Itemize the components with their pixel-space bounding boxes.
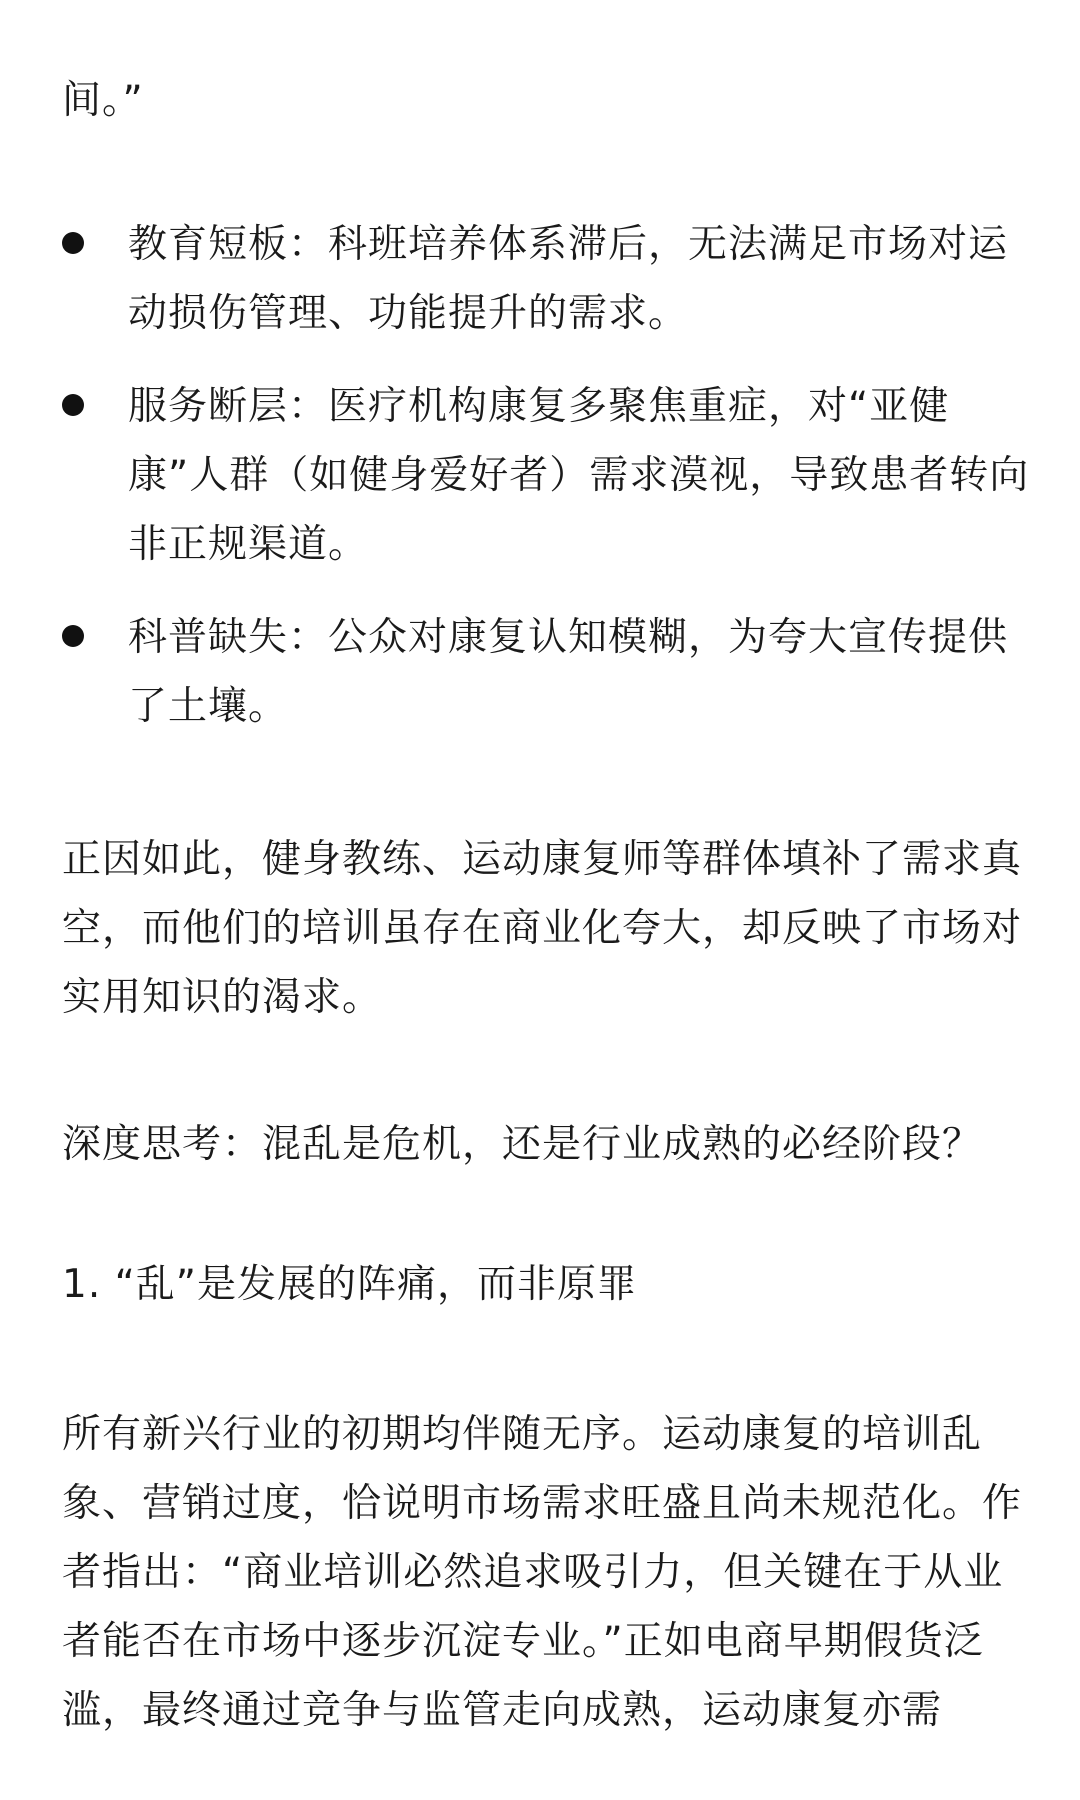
section-heading-thinking: 深度思考：混乱是危机，还是行业成熟的必经阶段？ [62, 1122, 983, 1167]
list-item-text: 科普缺失：公众对康复认知模糊，为夸大宣传提供了土壤。 [128, 615, 1009, 729]
paragraph-demand-gap: 正因如此，健身教练、运动康复师等群体填补了需求真空，而他们的培训虽存在商业化夸大，却反映了市场对实用知识的渴求。 [62, 837, 1023, 1020]
bullet-icon [62, 232, 84, 254]
list-item-service-gap [62, 372, 1034, 579]
problem-list [62, 210, 1032, 765]
paragraph-fragment: 间。” [62, 78, 144, 123]
list-item-education-gap [62, 210, 1034, 348]
bullet-icon [62, 625, 84, 647]
bullet-icon [62, 394, 84, 416]
subheading-growing-pains: 1. “乱”是发展的阵痛，而非原罪 [62, 1262, 638, 1307]
paragraph-industry-maturity: 所有新兴行业的初期均伴随无序。运动康复的培训乱象、营销过度，恰说明市场需求旺盛且尚未规范化。作者指出：“商业培训必然追求吸引力，但关键在于从业者能否在市场中逐步沉淀专业。”正如电商早期假货泛滥，最终通过竞争与监管走向成熟，运动康复亦需 [62, 1412, 1023, 1733]
list-item-text: 服务断层：医疗机构康复多聚焦重症，对“亚健康”人群（如健身爱好者）需求漠视，导致患者转向非正规渠道。 [128, 384, 1030, 567]
list-item-text: 教育短板：科班培养体系滞后，无法满足市场对运动损伤管理、功能提升的需求。 [128, 222, 1009, 336]
list-item-education-lack [62, 603, 1034, 741]
